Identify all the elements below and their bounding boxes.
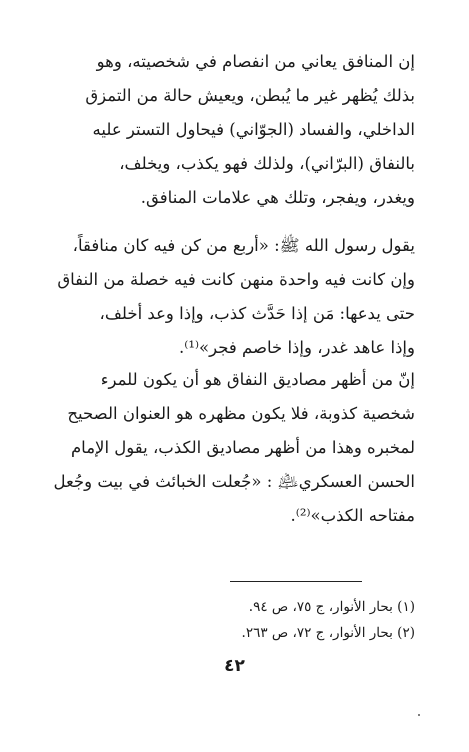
footnotes [140, 594, 415, 646]
text-line: إنّ من أظهر مصاديق النفاق هو أن يكون للمرء [100, 370, 415, 389]
footnote-2: (٢) بحار الأنوار، ج ٧٢، ص ٢٦٣. [241, 625, 415, 641]
paragraph-3 [53, 363, 415, 533]
text-line: شخصية كذوبة، فلا يكون مظهره هو العنوان الصحيح [67, 404, 415, 423]
text-line: الحسن العسكري﵇ : «جُعلت الخبائث في بيت وجُعل [53, 472, 415, 491]
page-number: ٤٢ [224, 656, 245, 676]
text-line: بذلك يُظهر غير ما يُبطن، ويعيش حالة من التمزق [85, 86, 415, 105]
text-line: وإذا عاهد غدر، وإذا خاصم فجر»⁽¹⁾. [179, 338, 415, 357]
paragraph-1 [85, 45, 415, 215]
text-line: يقول رسول الله ﷺ: «أربع من كن فيه كان منافقاً، [72, 236, 415, 255]
scan-speck [418, 714, 420, 716]
footnote-1: (١) بحار الأنوار، ج ٧٥، ص ٩٤. [248, 599, 415, 615]
text-line: وإن كانت فيه واحدة منهن كانت فيه خصلة من النفاق [57, 270, 415, 289]
text-line: ويغدر، ويفجر، وتلك هي علامات المنافق. [140, 188, 415, 207]
text-line: الداخلي، والفساد (الجوّاني) فيحاول التستر عليه [92, 120, 415, 139]
text-line: إن المنافق يعاني من انفصام في شخصيته، وهو [96, 52, 415, 71]
text-line: بالنفاق (البرّاني)، ولذلك فهو يكذب، ويخلف، [119, 154, 415, 173]
paragraph-2 [57, 229, 415, 365]
text-line: لمخبره وهذا من أظهر مصاديق الكذب، يقول الإمام [70, 438, 415, 457]
text-line: مفتاحه الكذب»⁽²⁾. [290, 506, 415, 525]
footnote-divider [230, 581, 362, 582]
text-line: حتى يدعها: مَن إذا حَدَّث كذب، وإذا وعد أخلف، [99, 304, 415, 323]
